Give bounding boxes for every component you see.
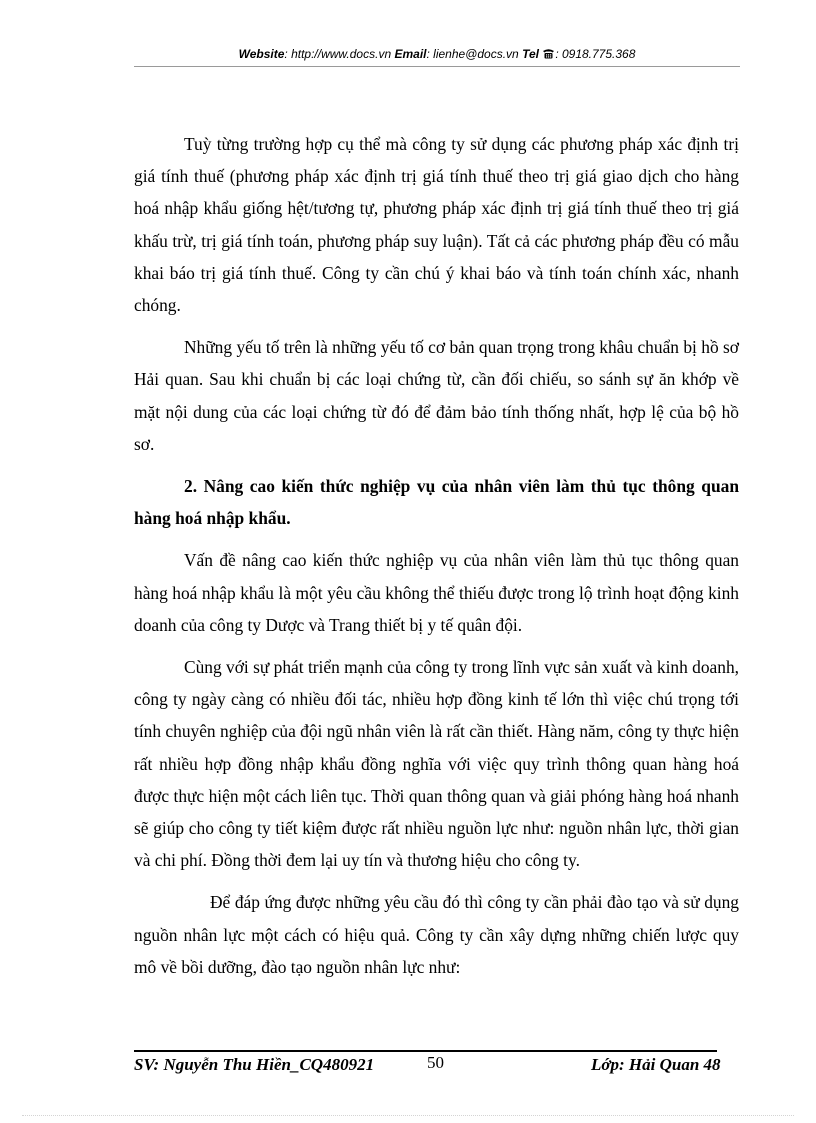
footer-student: SV: Nguyễn Thu Hiền_CQ480921 [134,1055,375,1074]
paragraph: Cùng với sự phát triển mạnh của công ty trong lĩnh vực sản xuất và kinh doanh, công ty ngày càng có nhiều đối tác, nhiều hợp đồng kinh tế lớn thì việc chú trọng tới tính chuyên nghiệp của đội ngũ nhân viên là rất cần thiết. Hàng năm, công ty thực hiện rất nhiều hợp đồng nhập khẩu đồng nghĩa với việc quy trình thông quan hàng hoá được thực hiện một cách liên tục. Thời quan thông quan và giải phóng hàng hoá nhanh sẽ giúp cho công ty tiết kiệm được rất nhiều nguồn lực như: nguồn nhân lực, thời gian và chi phí. Đồng thời đem lại uy tín và thương hiệu cho công ty. [134,657,739,871]
paragraph: Để đáp ứng được những yêu cầu đó thì công ty cần phải đào tạo và sử dụng nguồn nhân lực một cách có hiệu quả. Công ty cần xây dựng những chiến lược quy mô về bồi dưỡng, đào tạo nguồn nhân lực như: [134,892,739,977]
email-label: Email [394,47,427,61]
paragraph: Những yếu tố trên là những yếu tố cơ bản quan trọng trong khâu chuẩn bị hồ sơ Hải quan. Sau khi chuẩn bị các loại chứng từ, cần đối chiếu, so sánh sự ăn khớp về mặt nội dung của các loại chứng từ đó để đảm bảo tính thống nhất, hợp lệ của bộ hồ sơ. [134,337,739,454]
document-body [134,128,739,993]
footer-divider [134,1050,717,1052]
section-heading: 2. Nâng cao kiến thức nghiệp vụ của nhân viên làm thủ tục thông quan hàng hoá nhập khẩu. [134,476,739,529]
page-number: 50 [427,1053,444,1072]
page-bottom-border [22,1115,794,1116]
phone-icon [542,48,555,59]
website-label: Website [238,47,285,61]
footer-class: Lớp: Hải Quan 48 [591,1055,721,1074]
paragraph: Vấn đề nâng cao kiến thức nghiệp vụ của nhân viên làm thủ tục thông quan hàng hoá nhập khẩu là một yêu cầu không thể thiếu được trong lộ trình hoạt động kinh doanh của công ty Dược và Trang thiết bị y tế quân đội. [134,550,739,635]
website-value: : http://www.docs.vn [284,47,392,61]
tel-label: Tel [522,47,539,61]
paragraph: Tuỳ từng trường hợp cụ thể mà công ty sử dụng các phương pháp xác định trị giá tính thuế (phương pháp xác định trị giá tính thuế theo trị giá giao dịch cho hàng hoá nhập khẩu giống hệt/tương tự, phương pháp xác định trị giá tính thuế theo trị giá khấu trừ, trị giá tính toán, phương pháp suy luận). Tất cả các phương pháp đều có mẫu khai báo trị giá tính thuế. Công ty cần chú ý khai báo và tính toán chính xác, nhanh chóng. [134,134,739,316]
header-divider [134,66,740,67]
email-value: : lienhe@docs.vn [426,47,519,61]
tel-value: : 0918.775.368 [555,47,636,61]
page-header [134,47,740,61]
